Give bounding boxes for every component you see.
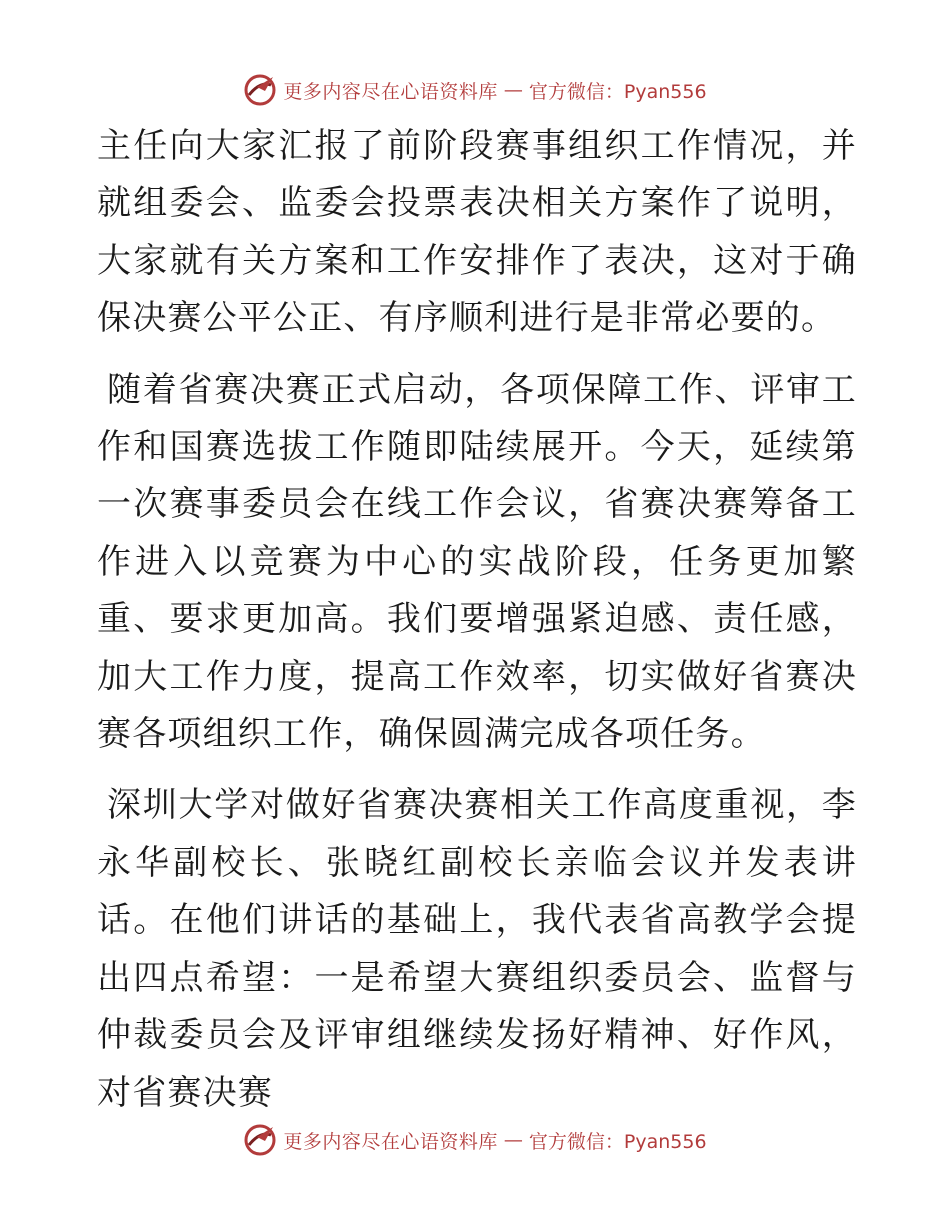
header-wechat-text: 官方微信：Pyan556 <box>528 80 707 103</box>
pen-logo-icon <box>243 1123 277 1157</box>
page-footer-banner <box>0 1120 950 1160</box>
footer-separator: — <box>503 1129 523 1151</box>
paragraph-3: 深圳大学对做好省赛决赛相关工作高度重视，李永华副校长、张晓红副校长亲临会议并发表讲话。在他们讲话的基础上，我代表省高教学会提出四点希望：一是希望大赛组织委员会、监督与仲裁委员会及评审组继续发扬好精神、好作风，对省赛决赛 <box>97 785 857 1113</box>
header-separator: — <box>503 79 523 101</box>
header-site-text: 更多内容尽在心语资料库 <box>283 80 498 103</box>
document-body <box>97 118 857 1136</box>
pen-logo-icon <box>243 73 277 107</box>
footer-wechat-text: 官方微信：Pyan556 <box>528 1130 707 1153</box>
paragraph-1: 主任向大家汇报了前阶段赛事组织工作情况，并就组委会、监委会投票表决相关方案作了说明，大家就有关方案和工作安排作了表决，这对于确保决赛公平公正、有序顺利进行是非常必要的。 <box>97 126 857 339</box>
paragraph-2: 随着省赛决赛正式启动，各项保障工作、评审工作和国赛选拔工作随即陆续展开。今天，延续第一次赛事委员会在线工作会议，省赛决赛筹备工作进入以竞赛为中心的实战阶段，任务更加繁重、要求更加高。我们要增强紧迫感、责任感，加大工作力度，提高工作效率，切实做好省赛决赛各项组织工作，确保圆满完成各项任务。 <box>97 369 857 755</box>
page-header-banner <box>0 70 950 110</box>
footer-site-text: 更多内容尽在心语资料库 <box>283 1130 498 1153</box>
